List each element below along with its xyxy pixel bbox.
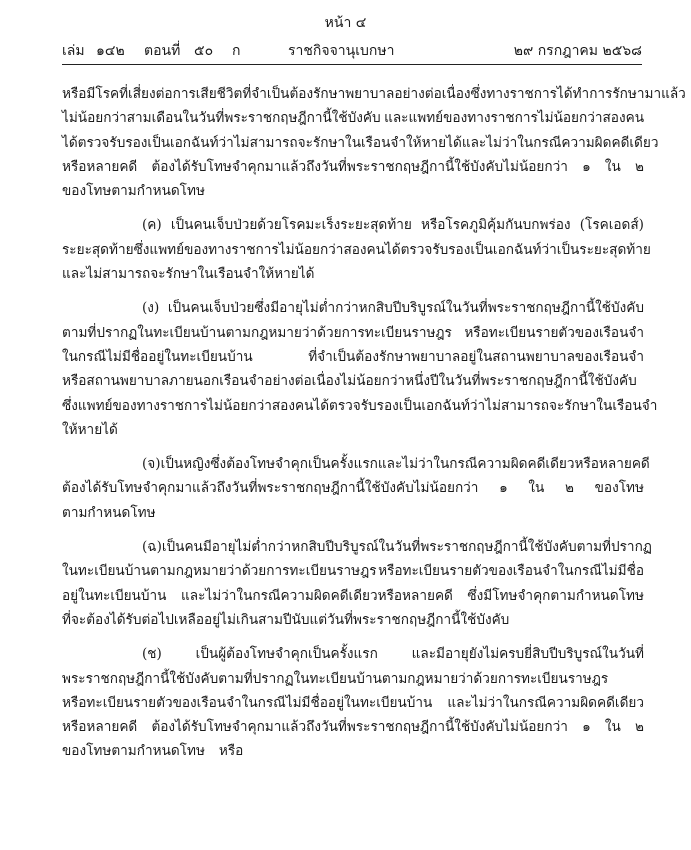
text-chunk: ซึ่งทางราชการได้ทำการรักษามาแล้ว [470, 86, 686, 102]
text-chunk: (ค) [142, 217, 162, 234]
part-label: ตอนที่ [144, 43, 181, 59]
text-chunk: ใน [528, 480, 545, 497]
text-line [62, 394, 658, 418]
text-chunk: หรือหลายคดี [62, 719, 138, 736]
gazette-title: ราชกิจจานุเบกษา [288, 43, 395, 59]
text-line [62, 213, 644, 237]
text-chunk: ๒ [635, 158, 644, 175]
gazette-header [62, 40, 642, 62]
text-chunk: ซึ่งแพทย์ของทางราชการไม่น้อยกว่าสองคนได้ตรวจรับรองเป็นเอกฉันท์ว่าไม่สามารถจะรักษาในเรือนจำ [62, 397, 658, 414]
document-body [62, 82, 686, 764]
text-chunk: ต้องได้รับโทษจำคุกมาแล้วถึงวันที่พระราชกฤษฎีกานี้ใช้บังคับไม่น้อยกว่า [151, 719, 568, 736]
volume-label: เล่ม [62, 43, 85, 59]
text-chunk: หรือโรคภูมิคุ้มกันบกพร่อง [421, 217, 571, 234]
text-chunk: หรือหลายคดี [62, 158, 138, 175]
text-chunk: หรือทะเบียนรายตัวของเรือนจำในกรณีไม่มีชื่ออยู่ในทะเบียนบ้าน [62, 694, 433, 711]
text-line [62, 82, 686, 106]
text-line [62, 501, 644, 525]
text-chunk: ให้หายได้ [62, 421, 118, 438]
paragraph-gap [62, 525, 644, 535]
paragraph [62, 535, 652, 632]
text-chunk: (โรคเอดส์) [579, 217, 644, 234]
paragraph [62, 642, 644, 763]
part-number: ๕๐ [194, 43, 214, 59]
text-chunk: เป็นคนมีอายุไม่ต่ำกว่าหกสิบปีบริบูรณ์ในวันที่พระราชกฤษฎีกานี้ใช้บังคับตามที่ปรากฏ [161, 539, 652, 556]
text-line [62, 452, 650, 476]
text-chunk: หรือ [218, 743, 244, 760]
paragraph [62, 213, 651, 286]
text-line [62, 345, 644, 369]
text-chunk: หรือทะเบียนรายตัวของเรือนจำ [464, 324, 644, 341]
text-chunk: เป็นคนเจ็บป่วยด้วยโรคมะเร็งระยะสุดท้าย [170, 217, 412, 234]
text-chunk: (จ) [142, 456, 161, 473]
text-line [62, 155, 644, 179]
text-chunk: พระราชกฤษฎีกานี้ใช้บังคับตามที่ปรากฏในทะเบียนบ้านตามกฎหมายว่าด้วยการทะเบียนราษฎร [62, 670, 609, 687]
text-chunk: ในทะเบียนบ้านตามกฎหมายว่าด้วยการทะเบียนราษฎร [62, 563, 377, 580]
text-chunk: ต้องได้รับโทษจำคุกมาแล้วถึงวันที่พระราชกฤษฎีกานี้ใช้บังคับไม่น้อยกว่า [151, 158, 568, 175]
text-chunk: และไม่สามารถจะรักษาในเรือนจำให้หายได้ [62, 266, 315, 283]
text-line [62, 608, 644, 632]
text-chunk: หรือสถานพยาบาลภายนอกเรือนจำอย่างต่อเนื่องไม่น้อยกว่าหนึ่งปีในวันที่พระราชกฤษฎีกานี้ใช้บังคับ [62, 373, 637, 390]
paragraph [62, 452, 650, 525]
text-chunk: และไม่ว่าในกรณีความผิดคดีเดียว [447, 694, 644, 711]
text-chunk: ตามที่ปรากฏในทะเบียนบ้านตามกฎหมายว่าด้วยการทะเบียนราษฎร [62, 324, 452, 341]
text-chunk: เป็นผู้ต้องโทษจำคุกเป็นครั้งแรก [195, 646, 378, 663]
page-number: หน้า ๔ [324, 15, 367, 31]
text-chunk: และไม่ว่าในกรณีความผิดคดีเดียว [461, 134, 659, 151]
text-line [62, 642, 644, 666]
text-chunk: อยู่ในทะเบียนบ้าน [62, 587, 167, 604]
text-chunk: ต้องได้รับโทษจำคุกมาแล้วถึงวันที่พระราชกฤษฎีกานี้ใช้บังคับไม่น้อยกว่า [62, 480, 479, 497]
text-line [62, 296, 644, 320]
text-chunk: ที่จำเป็นต้องรักษาพยาบาลอยู่ในสถานพยาบาลของเรือนจำ [308, 348, 644, 365]
text-line [62, 321, 644, 345]
text-line [62, 667, 644, 691]
text-chunk: และมีอายุยังไม่ครบยี่สิบปีบริบูรณ์ในวันที่ [411, 646, 644, 663]
text-chunk: ได้ตรวจรับรองเป็นเอกฉันท์ว่าไม่สามารถจะรักษาในเรือนจำให้หายได้ [62, 134, 462, 151]
text-line [62, 715, 644, 739]
text-line [62, 476, 644, 500]
text-line [62, 106, 644, 130]
header-divider [62, 64, 642, 65]
text-chunk: ๒ [635, 719, 644, 736]
text-chunk: ๒ [565, 480, 574, 497]
paragraph-gap [62, 203, 644, 213]
text-chunk: หรือมีโรคที่เสี่ยงต่อการเสียชีวิตที่จำเป็นต้องรักษาพยาบาลอย่างต่อเนื่อง [62, 86, 471, 102]
text-chunk: ใน [604, 158, 621, 175]
text-chunk: ซึ่งแพทย์ของทางราชการไม่น้อยกว่าสองคนได้ตรวจรับรองเป็นเอกฉันท์ว่าเป็นระยะสุดท้าย [133, 241, 651, 258]
text-line [62, 131, 659, 155]
text-chunk: ของโทษตามกำหนดโทษ [62, 743, 205, 760]
text-chunk: ของโทษตามกำหนดโทษ [62, 183, 205, 200]
text-chunk: ของโทษ [594, 480, 644, 497]
paragraph [62, 296, 658, 442]
text-line [62, 739, 644, 763]
text-chunk: ใน [604, 719, 621, 736]
paragraph-gap [62, 632, 644, 642]
text-line [62, 535, 652, 559]
text-chunk: และแพทย์ของทางราชการไม่น้อยกว่าสองคน [384, 110, 644, 127]
text-chunk: เป็นคนเจ็บป่วยซึ่งมีอายุไม่ต่ำกว่าหกสิบปีบริบูรณ์ในวันที่พระราชกฤษฎีกานี้ใช้บังคับ [167, 300, 644, 317]
text-chunk: (ฉ) [142, 539, 162, 556]
text-chunk: ในกรณีไม่มีชื่ออยู่ในทะเบียนบ้าน [62, 348, 253, 365]
text-chunk: ระยะสุดท้าย [62, 241, 134, 258]
text-chunk: (ง) [142, 300, 160, 317]
volume-number: ๑๔๒ [96, 43, 125, 59]
text-chunk: เป็นหญิงซึ่งต้องโทษจำคุกเป็นครั้งแรก [160, 456, 378, 473]
text-line [62, 369, 644, 393]
text-line [62, 559, 644, 583]
text-line [62, 179, 644, 203]
paragraph-gap [62, 286, 644, 296]
text-line [62, 262, 644, 286]
text-chunk: ตามกำหนดโทษ [62, 504, 156, 521]
text-chunk: ๑ [582, 158, 591, 175]
text-line [62, 584, 644, 608]
text-chunk: ไม่น้อยกว่าสามเดือนในวันที่พระราชกฤษฎีกานี้ใช้บังคับ [62, 110, 381, 127]
text-line [62, 691, 644, 715]
paragraph [62, 82, 686, 203]
text-chunk: (ช) [142, 646, 162, 663]
text-line [62, 238, 651, 262]
text-chunk: ๑ [499, 480, 508, 497]
paragraph-gap [62, 442, 644, 452]
text-chunk: ๑ [582, 719, 591, 736]
section-letter: ก [232, 43, 241, 59]
text-chunk: ซึ่งมีโทษจำคุกตามกำหนดโทษ [467, 587, 644, 604]
publication-date: ๒๙ กรกฎาคม ๒๕๖๘ [513, 43, 642, 59]
text-line [62, 418, 644, 442]
text-chunk: ที่จะต้องได้รับต่อไปเหลืออยู่ไม่เกินสามปีนับแต่วันที่พระราชกฤษฎีกานี้ใช้บังคับ [62, 611, 510, 628]
text-chunk: และไม่ว่าในกรณีความผิดคดีเดียวหรือหลายคดี [377, 456, 650, 473]
text-chunk: หรือทะเบียนรายตัวของเรือนจำในกรณีไม่มีชื่อ [378, 563, 644, 580]
text-chunk: และไม่ว่าในกรณีความผิดคดีเดียวหรือหลายคดี [180, 587, 453, 604]
